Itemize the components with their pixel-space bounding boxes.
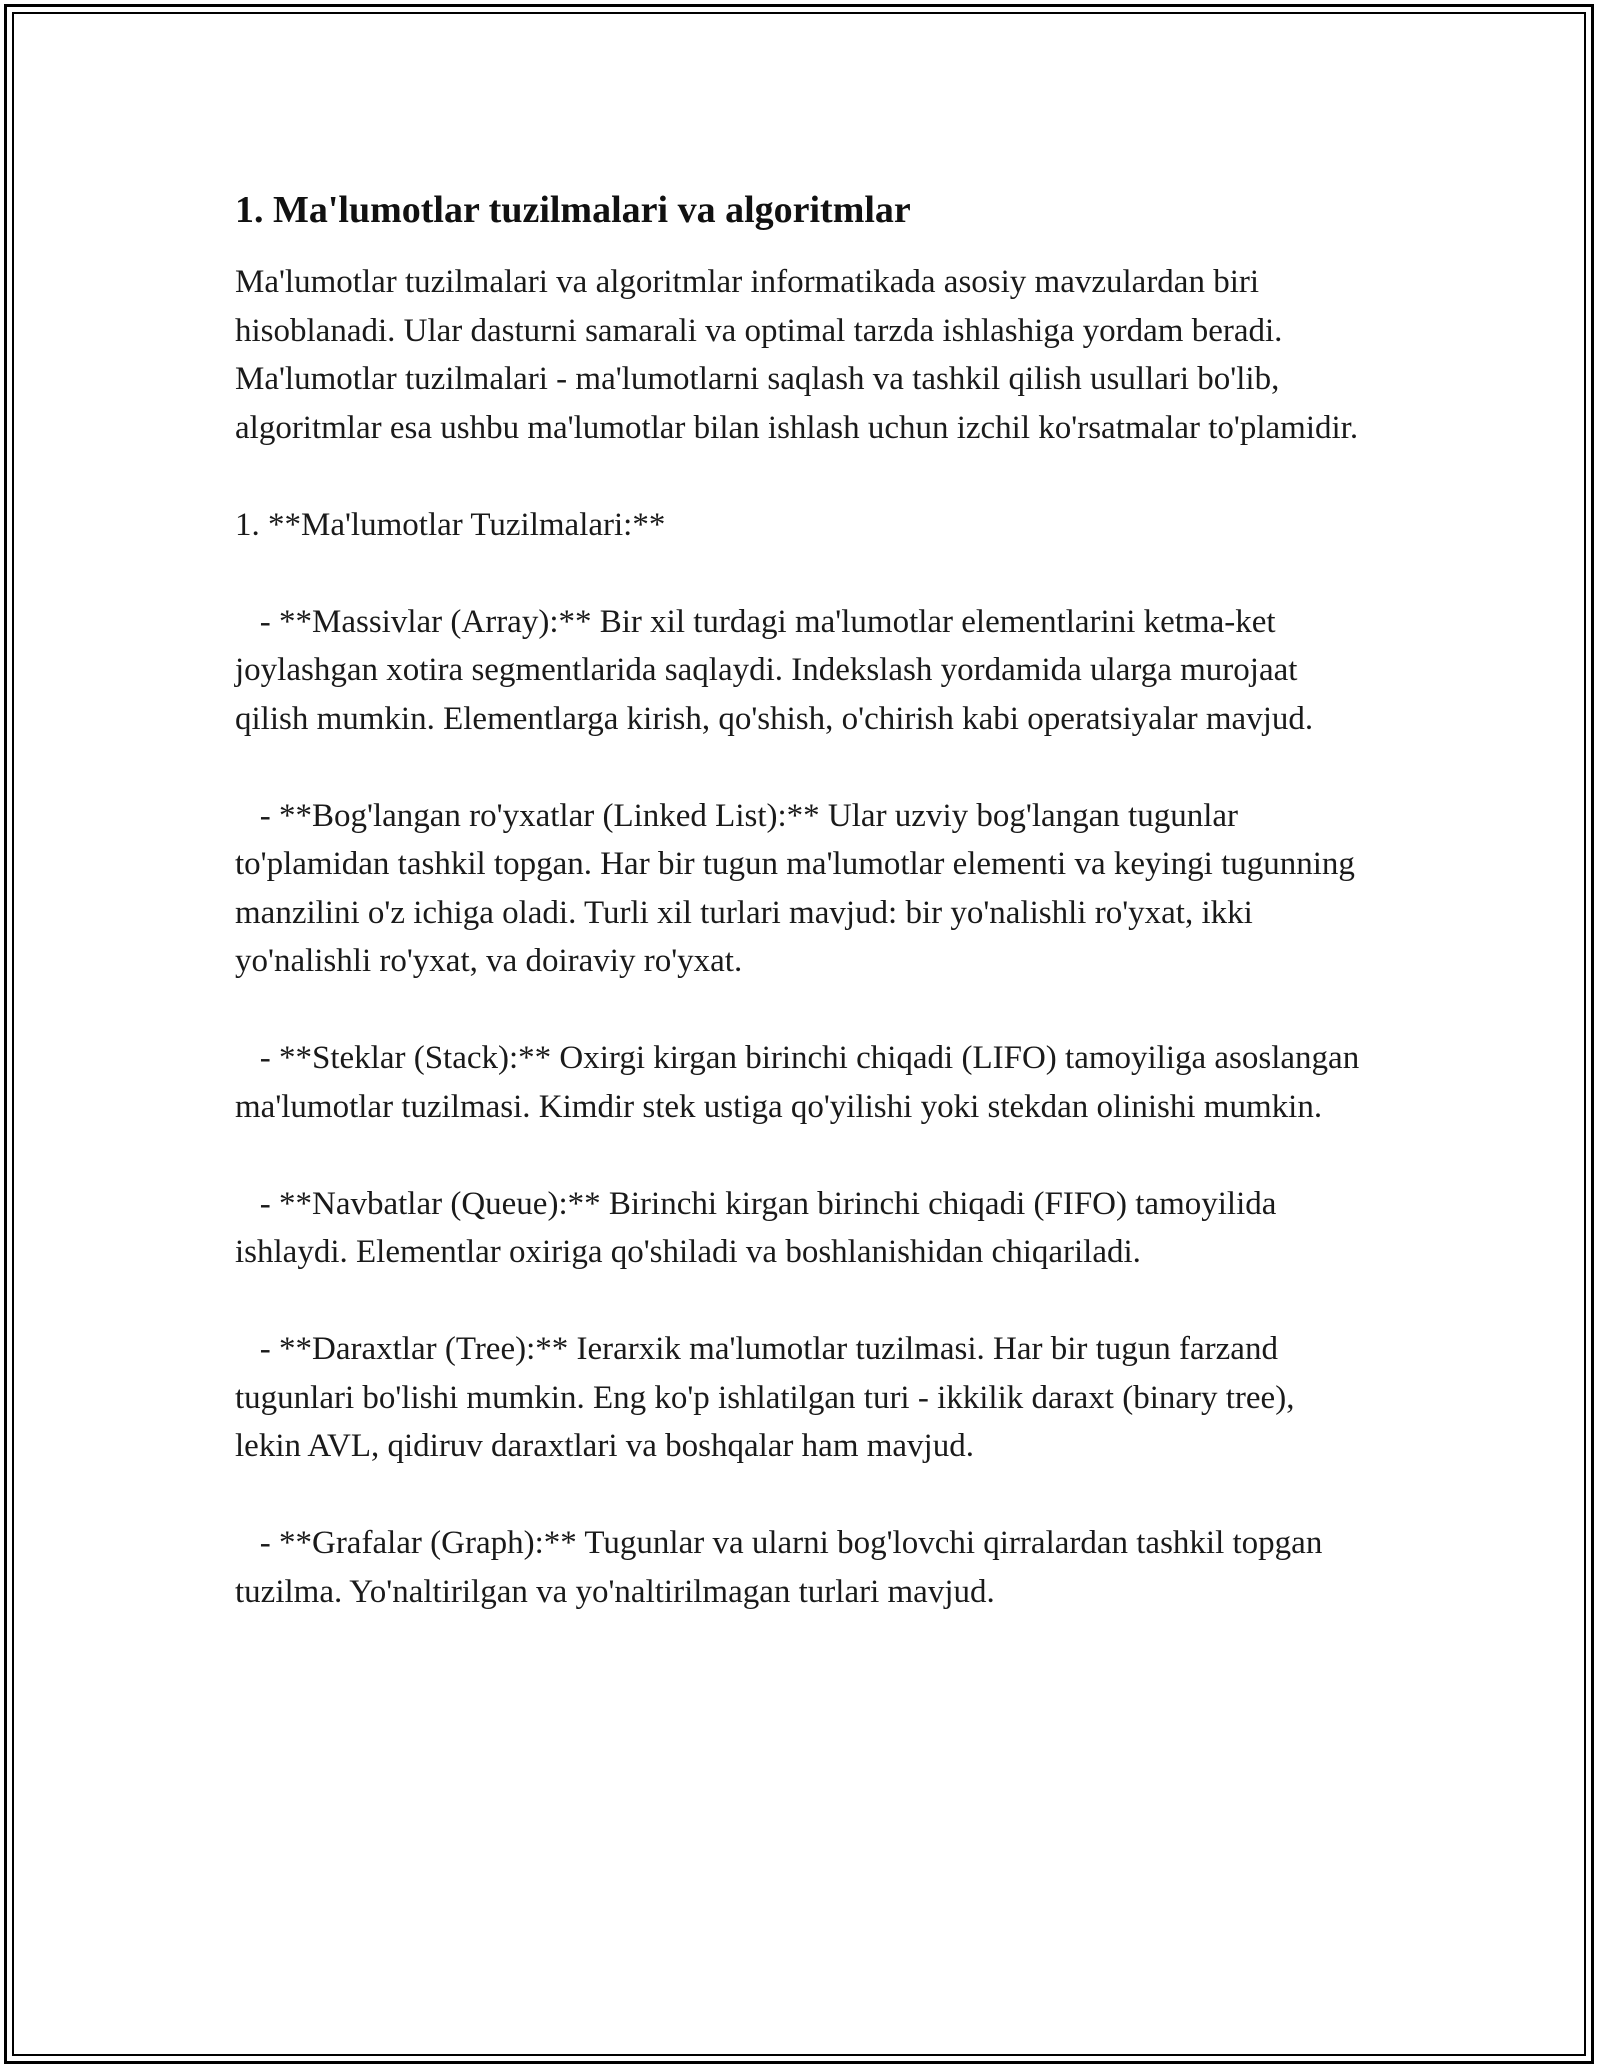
list-item-array: - **Massivlar (Array):** Bir xil turdagi ma'lumotlar elementlarini ketma-ket joylashgan xotira segmentlarida saqlaydi. Indekslash yordamida ularga murojaat qilish mumkin. Elementlarga kirish, qo'shish, o'chirish kabi operatsiyalar mavjud. — [235, 603, 1314, 737]
spacer — [235, 549, 1365, 598]
document-body — [235, 186, 1368, 1616]
document-title: 1. Ma'lumotlar tuzilmalari va algoritmlar — [235, 189, 911, 231]
spacer — [235, 986, 1365, 1035]
list-item-linked-list: - **Bog'langan ro'yxatlar (Linked List):** Ular uzviy bog'langan tugunlar to'plamidan tashkil topgan. Har bir tugun ma'lumotlar elementi va keyingi tugunning manzilini o'z ichiga oladi. Turli xil turlari mavjud: bir yo'nalishli ro'yxat, ikki yo'nalishli ro'yxat, va doiraviy ro'yxat. — [235, 797, 1364, 979]
spacer — [235, 1131, 1365, 1180]
intro-paragraph: Ma'lumotlar tuzilmalari va algoritmlar informatikada asosiy mavzulardan biri hisoblanadi. Ular dasturni samarali va optimal tarzda ishlashiga yordam beradi. Ma'lumotlar tuzilmalari - ma'lumotlarni saqlash va tashkil qilish usullari bo'lib, algoritmlar esa ushbu ma'lumotlar bilan ishlash uchun izchil ko'rsatmalar to'plamidir. — [235, 264, 1359, 446]
list-item-graph: - **Grafalar (Graph):** Tugunlar va ularni bog'lovchi qirralardan tashkil topgan tuzilma. Yo'naltirilgan va yo'naltirilmagan turlari mavjud. — [235, 1525, 1331, 1610]
list-item-queue: - **Navbatlar (Queue):** Birinchi kirgan birinchi chiqadi (FIFO) tamoyilida ishlaydi. Elementlar oxiriga qo'shiladi va boshlanishidan chiqariladi. — [235, 1185, 1285, 1270]
section-heading: 1. **Ma'lumotlar Tuzilmalari:** — [235, 506, 666, 543]
spacer — [235, 743, 1365, 792]
list-item-tree: - **Daraxtlar (Tree):** Ierarxik ma'lumotlar tuzilmasi. Har bir tugun farzand tugunlari bo'lishi mumkin. Eng ko'p ishlatilgan turi - ikkilik daraxt (binary tree), lekin AVL, qidiruv daraxtlari va boshqalar ham mavjud. — [235, 1331, 1303, 1464]
spacer — [235, 1471, 1365, 1520]
spacer — [235, 1277, 1365, 1326]
list-item-stack: - **Steklar (Stack):** Oxirgi kirgan birinchi chiqadi (LIFO) tamoyiliga asoslangan ma'lumotlar tuzilmasi. Kimdir stek ustiga qo'yilishi yoki stekdan olinishi mumkin. — [235, 1040, 1368, 1125]
spacer — [235, 452, 1365, 501]
